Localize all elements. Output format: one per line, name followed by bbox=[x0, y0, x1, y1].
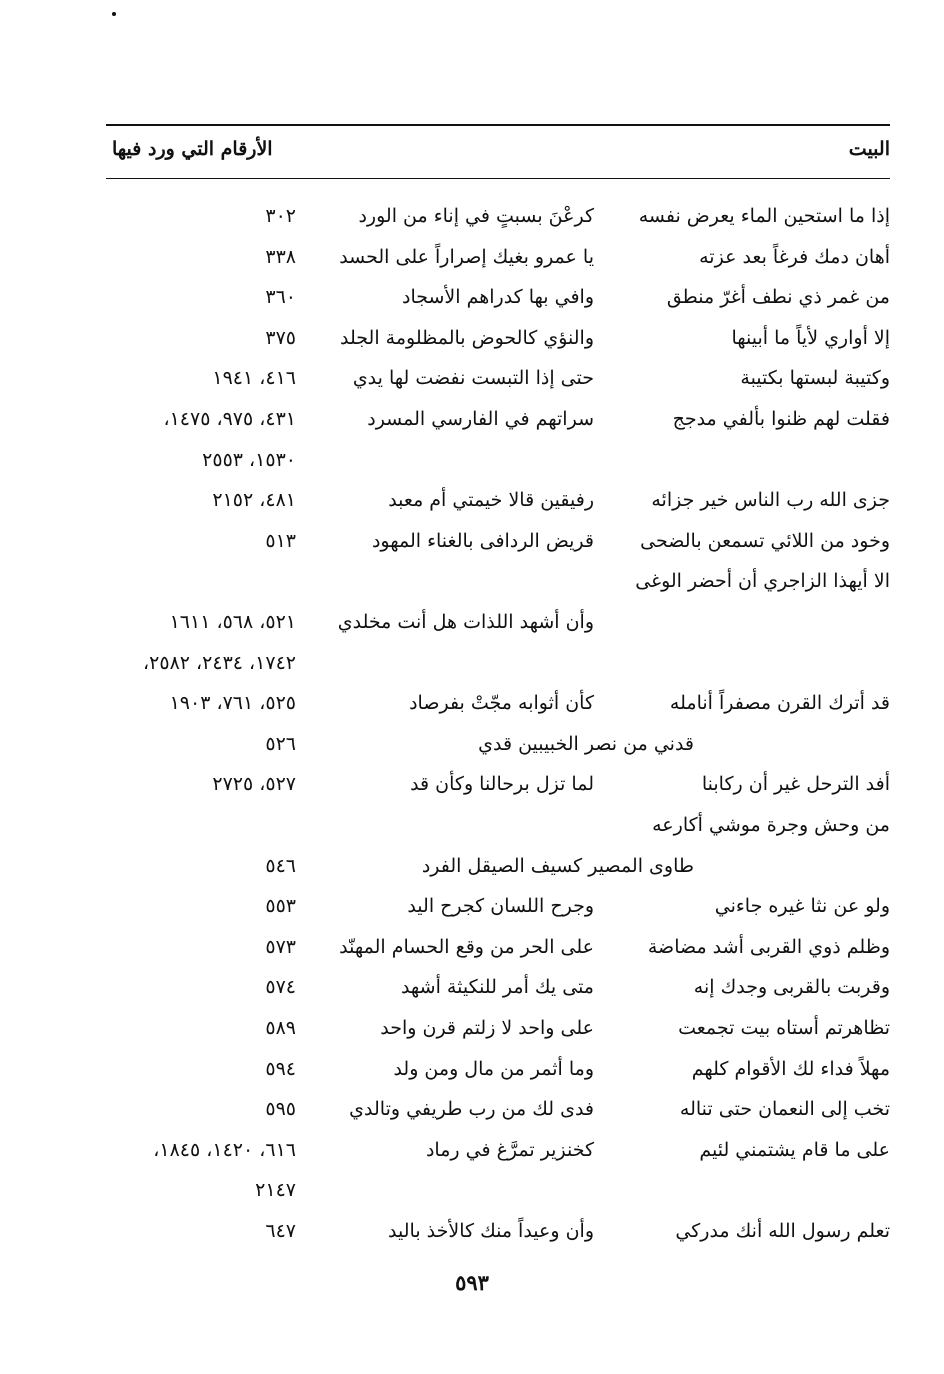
verse-first-hemistich: وخود من اللائي تسمعن بالضحى bbox=[640, 529, 890, 552]
verse-first-hemistich: جزى الله رب الناس خير جزائه bbox=[651, 489, 890, 512]
reference-numbers: ٤٣١، ٩٧٥، ١٤٧٥، bbox=[163, 408, 296, 430]
verse-first-hemistich: وظلم ذوي القربى أشد مضاضة bbox=[647, 935, 890, 958]
verse-second-hemistich: حتى إذا التبست نفضت لها يدي bbox=[352, 367, 594, 390]
reference-numbers: ٥٩٤ bbox=[265, 1057, 296, 1080]
index-row bbox=[0, 805, 944, 845]
index-row bbox=[0, 967, 944, 1007]
index-row bbox=[0, 358, 944, 398]
reference-numbers: ٤٨١، ٢١٥٢ bbox=[212, 489, 296, 512]
index-row bbox=[0, 480, 944, 520]
reference-numbers: ٥٢٥، ٧٦١، ١٩٠٣ bbox=[169, 692, 296, 715]
reference-numbers: ٣٧٥ bbox=[265, 326, 296, 349]
verse-first-hemistich: على ما قام يشتمني لئيم bbox=[699, 1138, 890, 1161]
verse-second-hemistich: على الحر من وقع الحسام المهنّد bbox=[339, 935, 594, 958]
page-mark bbox=[112, 12, 116, 16]
verse-second-hemistich: وما أثمر من مال ومن ولد bbox=[393, 1057, 594, 1080]
index-row bbox=[0, 643, 944, 683]
index-row bbox=[0, 886, 944, 926]
verse-second-hemistich: وجرح اللسان كجرح اليد bbox=[407, 895, 594, 918]
verse-first-hemistich: تظاهرتم أستاه بيت تجمعت bbox=[678, 1017, 890, 1039]
verse-second-hemistich: كأن أثوابه مجّتْ بفرصاد bbox=[409, 692, 594, 715]
verse-first-hemistich: الا أيهذا الزاجري أن أحضر الوغى bbox=[635, 570, 890, 593]
verse-second-hemistich: متى يك أمر للنكيثة أشهد bbox=[400, 976, 594, 999]
verse-second-hemistich: قريض الردافى بالغناء المهود bbox=[371, 529, 594, 552]
index-row bbox=[0, 277, 944, 317]
verse-second-hemistich: لما تزل برحالنا وكأن قد bbox=[410, 773, 594, 796]
reference-numbers: ٥٧٣ bbox=[265, 935, 296, 958]
reference-numbers: ٣٠٢ bbox=[265, 205, 296, 227]
index-row bbox=[0, 683, 944, 723]
verse-first-hemistich: إذا ما استحين الماء يعرض نفسه bbox=[638, 205, 890, 227]
index-row bbox=[0, 237, 944, 277]
verse-first-hemistich: وقربت بالقربى وجدك إنه bbox=[693, 976, 890, 999]
verse-second-hemistich: كخنزير تمرَّغ في رماد bbox=[425, 1138, 594, 1161]
index-row bbox=[0, 602, 944, 642]
verse-first-hemistich: وكتيبة لبستها بكتيبة bbox=[740, 367, 890, 390]
reference-numbers: ٥٧٤ bbox=[265, 976, 296, 999]
verse-second-hemistich: يا عمرو بغيك إصراراً على الحسد bbox=[339, 245, 594, 268]
verse-second-hemistich: رفيقين قالا خيمتي أم معبد bbox=[388, 489, 594, 512]
verse-first-hemistich: فقلت لهم ظنوا بألفي مدجج bbox=[672, 408, 890, 430]
verse-first-hemistich: مهلاً فداء لك الأقوام كلهم bbox=[691, 1057, 890, 1080]
verse-second-hemistich: وأن أشهد اللذات هل أنت مخلدي bbox=[337, 611, 594, 633]
reference-numbers: ١٧٤٢، ٢٤٣٤، ٢٥٨٢، bbox=[143, 651, 296, 674]
header-numbers: الأرقام التي ورد فيها bbox=[112, 138, 273, 160]
reference-numbers: ٥٢٦ bbox=[265, 732, 296, 755]
reference-numbers: ٥٢١، ٥٦٨، ١٦١١ bbox=[169, 611, 296, 633]
reference-numbers: ٦١٦، ١٤٢٠، ١٨٤٥، bbox=[153, 1138, 296, 1161]
verse-second-hemistich: فدى لك من رب طريفي وتالدي bbox=[349, 1098, 594, 1121]
index-row bbox=[0, 561, 944, 601]
verse-first-hemistich: أفد الترحل غير أن ركابنا bbox=[701, 773, 890, 796]
verse-first-hemistich: إلا أواري لأياً ما أبينها bbox=[731, 326, 890, 349]
header-verse: البيت bbox=[848, 138, 890, 160]
index-row bbox=[0, 196, 944, 236]
verse-first-hemistich: قد أترك القرن مصفراً أنامله bbox=[669, 692, 890, 715]
index-row bbox=[0, 764, 944, 804]
index-row bbox=[0, 1008, 944, 1048]
verse-second-hemistich: طاوى المصير كسيف الصيقل الفرد bbox=[421, 854, 694, 877]
reference-numbers: ٥٩٥ bbox=[265, 1098, 296, 1121]
verse-second-hemistich: على واحد لا زلتم قرن واحد bbox=[380, 1017, 594, 1039]
index-row bbox=[0, 1130, 944, 1170]
verse-second-hemistich: سراتهم في الفارسي المسرد bbox=[367, 408, 594, 430]
reference-numbers: ٥٤٦ bbox=[265, 854, 296, 877]
verse-first-hemistich: تخب إلى النعمان حتى تناله bbox=[679, 1098, 890, 1121]
verse-first-hemistich: ولو عن نثا غيره جاءني bbox=[714, 895, 890, 918]
verse-first-hemistich: تعلم رسول الله أنك مدركي bbox=[675, 1220, 890, 1242]
index-row bbox=[0, 724, 944, 764]
index-row bbox=[0, 846, 944, 886]
verse-first-hemistich: من غمر ذي نطف أغرّ منطق bbox=[666, 286, 890, 309]
verse-second-hemistich: وأن وعيداً منك كالأخذ باليد bbox=[388, 1220, 594, 1242]
verse-second-hemistich: وافي بها كدراهم الأسجاد bbox=[401, 286, 594, 309]
reference-numbers: ٥٢٧، ٢٧٢٥ bbox=[212, 773, 296, 796]
reference-numbers: ١٥٣٠، ٢٥٥٣ bbox=[202, 448, 296, 471]
verse-first-hemistich: أهان دمك فرغاً بعد عزته bbox=[699, 245, 890, 268]
reference-numbers: ٦٤٧ bbox=[265, 1220, 296, 1242]
verse-second-hemistich: كرعْنَ بسبتٍ في إناء من الورد bbox=[358, 205, 594, 227]
index-row bbox=[0, 1170, 944, 1210]
index-row bbox=[0, 399, 944, 439]
reference-numbers: ٥١٣ bbox=[265, 529, 296, 552]
reference-numbers: ٢١٤٧ bbox=[255, 1179, 296, 1202]
verse-second-hemistich: والنؤي كالحوض بالمظلومة الجلد bbox=[340, 326, 594, 349]
reference-numbers: ٥٥٣ bbox=[265, 895, 296, 918]
verse-second-hemistich: قدني من نصر الخبيبين قدي bbox=[478, 732, 694, 755]
index-row bbox=[0, 1089, 944, 1129]
reference-numbers: ٥٨٩ bbox=[265, 1017, 296, 1039]
reference-numbers: ٣٦٠ bbox=[265, 286, 296, 309]
index-row bbox=[0, 927, 944, 967]
page-number: ٥٩٣ bbox=[455, 1270, 489, 1295]
index-row bbox=[0, 521, 944, 561]
reference-numbers: ٣٣٨ bbox=[265, 245, 296, 268]
reference-numbers: ٤١٦، ١٩٤١ bbox=[212, 367, 296, 390]
header-rule-bottom bbox=[106, 178, 890, 179]
index-row bbox=[0, 1211, 944, 1251]
index-row bbox=[0, 1049, 944, 1089]
index-row bbox=[0, 318, 944, 358]
header-rule-top bbox=[106, 124, 890, 126]
verse-first-hemistich: من وحش وجرة موشي أكارعه bbox=[652, 814, 890, 836]
index-row bbox=[0, 440, 944, 480]
